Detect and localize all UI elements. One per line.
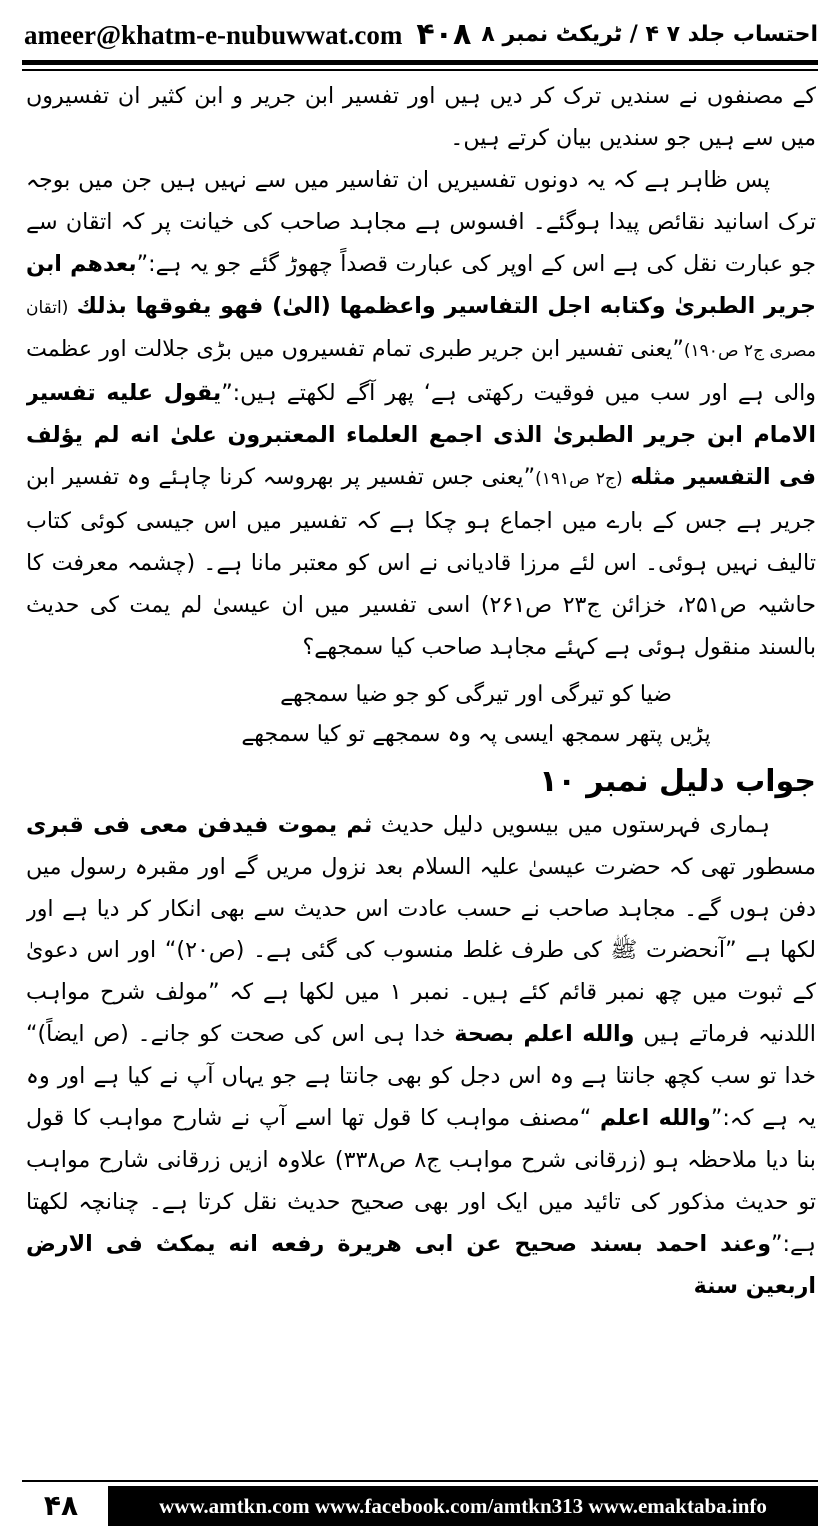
poem — [26, 675, 816, 755]
arabic-quote-2: يقول عليه تفسير الامام ابن جرير الطبرىٰ الذى اجمع العلماء المعتبرون علىٰ انه لم يؤلف فى التفسير مثله — [26, 380, 816, 491]
section-heading: جواب دلیل نمبر ۱۰ — [539, 763, 816, 799]
page-header — [24, 14, 818, 54]
footer-page-number: ۴۸ — [43, 1489, 79, 1522]
header-title: احتساب جلد ۷ ۴ / ٹریکٹ نمبر ۸ — [481, 21, 818, 47]
poem-verse-2: پڑیں پتھر سمجھ ایسی پہ وہ سمجھے تو کیا سمجھے — [241, 721, 711, 747]
footer-rule — [22, 1480, 818, 1482]
arabic-quote-1: بعدهم ابن جرير الطبرىٰ وكتابه اجل التفاسير واعظمها (الىٰ) فهو يفوقها بذلك — [26, 250, 816, 319]
paragraph-2 — [26, 160, 816, 669]
page-footer — [22, 1480, 818, 1526]
arabic-quote-5: والله اعلم — [600, 1105, 711, 1132]
paragraph-1: کے مصنفوں نے سندیں ترک کر دیں ہیں اور تفسیر ابن جریر و ابن کثیر ان تفسیروں میں سے ہیں جو سندیں بیان کرتے ہیں۔ — [26, 83, 816, 151]
poem-verse-1: ضیا کو تیرگی اور تیرگی کو جو ضیا سمجھے — [280, 681, 672, 707]
arabic-quote-3: ثم يموت فيدفن معى فى قبرى — [26, 811, 373, 838]
paragraph-2-text-b: ”یعنی تفسیر ابن جریر طبری تمام تفسیروں میں بڑی جلالت اور عظمت والی ہے اور سب میں فوقیت رکھتی ہے‘ پھر آگے لکھتے ہیں:” — [26, 336, 816, 407]
header-left — [24, 17, 471, 52]
reference-2: (ج۲ ص۱۹۱) — [535, 469, 623, 490]
reference-1: (اتقان مصری ج۲ ص۱۹۰) — [26, 297, 816, 362]
paragraph-2-text-a: پس ظاہر ہے کہ یہ دونوں تفسیریں ان تفاسیر میں سے نہیں ہیں جن میں بوجہ ترک اسانید نقائص پیدا ہوگئے۔ افسوس ہے مجاہد صاحب کی خیانت پر کہ اتقان سے جو عبارت نقل کی ہے اس کے اوپر کی عبارت قصداً چھوڑ گئے جو یہ ہے:” — [26, 166, 816, 277]
arabic-quote-6: وعند احمد بسند صحيح عن ابى هريرة رفعه انه يمكث فى الارض اربعين سنة — [26, 1230, 816, 1299]
paragraph-2-text-c: ”یعنی جس تفسیر پر بھروسہ کرنا چاہئے وہ تفسیر ابن جریر ہے جس کے بارے میں اجماع ہو چکا ہے کہ تفسیر میں اس جیسی کوئی کتاب تالیف نہیں ہوئی۔ اس لئے مرزا قادیانی نے اس کو معتبر مانا ہے۔ (چشمہ معرفت کا حاشیہ ص۲۵۱، خزائن ج۲۳ ص۲۶۱) اسی تفسیر میں ان عیسیٰ لم یمت کی حدیث بالسند منقول ہوئی ہے کہئے مجاہد صاحب کیا سمجھے؟ — [26, 464, 816, 660]
header-rule-thin — [22, 69, 818, 71]
page-body — [26, 76, 816, 1456]
header-email[interactable]: ameer@khatm-e-nubuwwat.com — [24, 19, 403, 50]
footer-links[interactable]: www.amtkn.com www.facebook.com/amtkn313 www.emaktaba.info — [108, 1486, 818, 1526]
header-page-number: ۴۰۸ — [416, 16, 472, 52]
arabic-quote-4: والله اعلم بصحة — [454, 1021, 635, 1048]
header-rule-thick — [22, 60, 818, 65]
paragraph-3: ہماری فہرستوں میں بیسویں دلیل حدیث ثم يموت فيدفن معى فى قبرى مسطور تھی کہ حضرت عیسیٰ علیہ السلام بعد نزول مریں گے اور مقبرہ رسول میں دفن ہوں گے۔ مجاہد صاحب نے حسب عادت اس حدیث سے بھی انکار کر دیا ہے اور لکھا ہے ”آنحضرت ﷺ کی طرف غلط منسوب کی گئی ہے۔ (ص۲۰)“ اور اس دعویٰ کے ثبوت میں چھ نمبر قائم کئے ہیں۔ نمبر ۱ میں لکھا ہے کہ ”مولف شرح مواہب اللدنیہ فرماتے ہیں والله اعلم بصحة خدا ہی اس کی صحت کو جانے۔ (ص ایضاً)“ خدا تو سب کچھ جانتا ہے وہ اس دجل کو بھی جانتا ہے جو یہاں آپ نے کیا ہے اور وہ یہ ہے کہ:”والله اعلم “مصنف مواہب کا قول تھا اسے آپ نے شارح مواہب کا قول بنا دیا ملاحظہ ہو (زرقانی شرح مواہب ج۸ ص۳۳۸) علاوہ ازیں زرقانی شارح مواہب تو حدیث مذکور کی تائید میں ایک اور بھی صحیح حدیث نقل کرتا ہے۔ چنانچہ لکھتا ہے:”وعند احمد بسند صحيح عن ابى هريرة رفعه انه يمكث فى الارض اربعين سنة — [26, 811, 816, 1299]
